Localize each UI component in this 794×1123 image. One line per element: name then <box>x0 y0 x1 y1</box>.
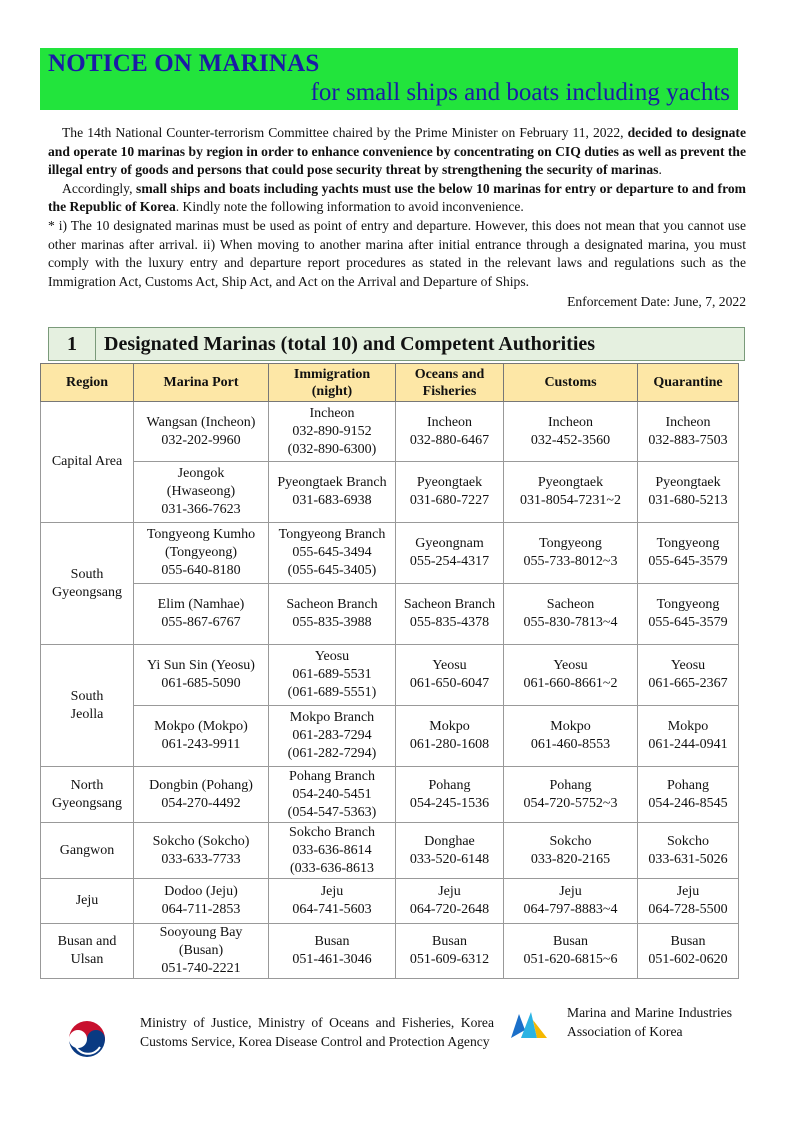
region-cell: Jeju <box>41 879 134 924</box>
column-header: Quarantine <box>638 364 739 402</box>
intro-paragraph-1 <box>48 124 746 180</box>
table-cell: Busan 051-602-0620 <box>638 924 739 979</box>
table-cell: Yeosu 061-689-5531 (061-689-5551) <box>269 645 396 706</box>
table-cell: Tongyeong 055-733-8012~3 <box>504 523 638 584</box>
table-row <box>41 462 739 523</box>
table-row <box>41 924 739 979</box>
table-cell: Mokpo Branch 061-283-7294 (061-282-7294) <box>269 706 396 767</box>
table-cell: Busan 051-620-6815~6 <box>504 924 638 979</box>
table-cell: Pohang 054-246-8545 <box>638 767 739 823</box>
table-row <box>41 767 739 823</box>
intro-p2-end: . Kindly note the following information to avoid inconvenience. <box>175 199 524 215</box>
table-cell: Gyeongnam 055-254-4317 <box>396 523 504 584</box>
table-row <box>41 706 739 767</box>
korea-government-logo <box>67 1019 107 1059</box>
table-cell: Yeosu 061-660-8661~2 <box>504 645 638 706</box>
table-cell: Mokpo 061-460-8553 <box>504 706 638 767</box>
table-cell: Pyeongtaek 031-680-7227 <box>396 462 504 523</box>
table-cell: Donghae 033-520-6148 <box>396 823 504 879</box>
intro-p2-bold: small ships and boats including yachts must use the below 10 marinas for entry or departure to and from the Republic of Korea <box>48 180 746 215</box>
table-cell: Pyeongtaek 031-8054-7231~2 <box>504 462 638 523</box>
intro-text <box>48 124 746 312</box>
table-header <box>41 364 739 402</box>
column-header: Customs <box>504 364 638 402</box>
column-header: Region <box>41 364 134 402</box>
table-cell: Busan 051-609-6312 <box>396 924 504 979</box>
table-cell: Yeosu 061-650-6047 <box>396 645 504 706</box>
table-cell: Tongyeong Kumho (Tongyeong) 055-640-8180 <box>134 523 269 584</box>
table-cell: Incheon 032-452-3560 <box>504 402 638 462</box>
intro-p1-end: . <box>658 162 662 178</box>
column-header: Oceans and Fisheries <box>396 364 504 402</box>
intro-paragraph-2 <box>48 180 746 217</box>
section-header <box>48 327 745 361</box>
table-cell: Pohang 054-245-1536 <box>396 767 504 823</box>
enforcement-date: Enforcement Date: June, 7, 2022 <box>567 294 746 310</box>
intro-p1-bold: decided to designate and operate 10 marinas by region in order to enhance convenience by concentrating on CIQ duties as well as prevent the illegal entry of goods and persons that could pose security threat by strengthening the security of marinas <box>48 125 746 178</box>
intro-p1-text: The 14th National Counter-terrorism Committee chaired by the Prime Minister on February 11, 2022, <box>62 125 628 140</box>
table-cell: Pyeongtaek 031-680-5213 <box>638 462 739 523</box>
table-body <box>41 402 739 979</box>
table-cell: Dongbin (Pohang) 054-270-4492 <box>134 767 269 823</box>
table-cell: Tongyeong Branch 055-645-3494 (055-645-3405) <box>269 523 396 584</box>
table-cell: Jeongok (Hwaseong) 031-366-7623 <box>134 462 269 523</box>
table-cell: Jeju 064-720-2648 <box>396 879 504 924</box>
table-cell: Yeosu 061-665-2367 <box>638 645 739 706</box>
table-cell: Busan 051-461-3046 <box>269 924 396 979</box>
table-cell: Dodoo (Jeju) 064-711-2853 <box>134 879 269 924</box>
table-cell: Incheon 032-883-7503 <box>638 402 739 462</box>
region-cell: North Gyeongsang <box>41 767 134 823</box>
table-cell: Incheon 032-890-9152 (032-890-6300) <box>269 402 396 462</box>
table-cell: Mokpo 061-244-0941 <box>638 706 739 767</box>
column-header: Immigration (night) <box>269 364 396 402</box>
table-cell: Tongyeong 055-645-3579 <box>638 523 739 584</box>
table-cell: Sokcho (Sokcho) 033-633-7733 <box>134 823 269 879</box>
table-row <box>41 823 739 879</box>
table-cell: Incheon 032-880-6467 <box>396 402 504 462</box>
region-cell: Gangwon <box>41 823 134 879</box>
region-cell: South Jeolla <box>41 645 134 767</box>
notice-subtitle: for small ships and boats including yachts <box>310 79 730 106</box>
region-cell: Busan and Ulsan <box>41 924 134 979</box>
intro-p2-text: Accordingly, <box>62 180 137 196</box>
table-cell: Mokpo 061-280-1608 <box>396 706 504 767</box>
section-title: Designated Marinas (total 10) and Competent Authorities <box>104 332 596 355</box>
table-cell: Pohang 054-720-5752~3 <box>504 767 638 823</box>
table-cell: Pyeongtaek Branch 031-683-6938 <box>269 462 396 523</box>
table-cell: Sacheon 055-830-7813~4 <box>504 584 638 645</box>
region-cell: Capital Area <box>41 402 134 523</box>
marinas-table <box>40 363 739 979</box>
table-cell: Tongyeong 055-645-3579 <box>638 584 739 645</box>
table-cell: Sokcho Branch 033-636-8614 (033-636-8613 <box>269 823 396 879</box>
table-cell: Sokcho 033-820-2165 <box>504 823 638 879</box>
table-cell: Sooyoung Bay (Busan) 051-740-2221 <box>134 924 269 979</box>
notice-title: NOTICE ON MARINAS <box>48 50 320 77</box>
footer-association: Marina and Marine Industries Association of Korea <box>567 1005 732 1039</box>
footer-agencies: Ministry of Justice, Ministry of Oceans and Fisheries, Korea Customs Service, Korea Disease Control and Protection Agency <box>140 1015 494 1049</box>
table-cell: Sacheon Branch 055-835-4378 <box>396 584 504 645</box>
region-cell: South Gyeongsang <box>41 523 134 645</box>
table-row <box>41 402 739 462</box>
table-cell: Sokcho 033-631-5026 <box>638 823 739 879</box>
table-cell: Jeju 064-728-5500 <box>638 879 739 924</box>
table-cell: Jeju 064-797-8883~4 <box>504 879 638 924</box>
table-cell: Sacheon Branch 055-835-3988 <box>269 584 396 645</box>
column-header: Marina Port <box>134 364 269 402</box>
notice-title-banner <box>40 48 738 110</box>
table-cell: Elim (Namhae) 055-867-6767 <box>134 584 269 645</box>
table-row <box>41 879 739 924</box>
table-cell: Pohang Branch 054-240-5451 (054-547-5363) <box>269 767 396 823</box>
section-number: 1 <box>49 328 96 360</box>
table-cell: Wangsan (Incheon) 032-202-9960 <box>134 402 269 462</box>
table-row <box>41 523 739 584</box>
table-row <box>41 645 739 706</box>
table-cell: Mokpo (Mokpo) 061-243-9911 <box>134 706 269 767</box>
mmia-logo <box>509 1010 549 1040</box>
table-row <box>41 584 739 645</box>
table-cell: Jeju 064-741-5603 <box>269 879 396 924</box>
table-header-row <box>41 364 739 402</box>
intro-note: * i) The 10 designated marinas must be used as point of entry and departure. However, this does not mean that you cannot use other marinas after arrival. ii) When moving to another marina after initial entrance through a designated marina, you must comply with the luxury entry and departure report procedures as stated in the relevant laws and regulations such as the Immigration Act, Customs Act, Ship Act, and Act on the Arrival and Departure of Ships. <box>48 217 746 289</box>
table-cell: Yi Sun Sin (Yeosu) 061-685-5090 <box>134 645 269 706</box>
